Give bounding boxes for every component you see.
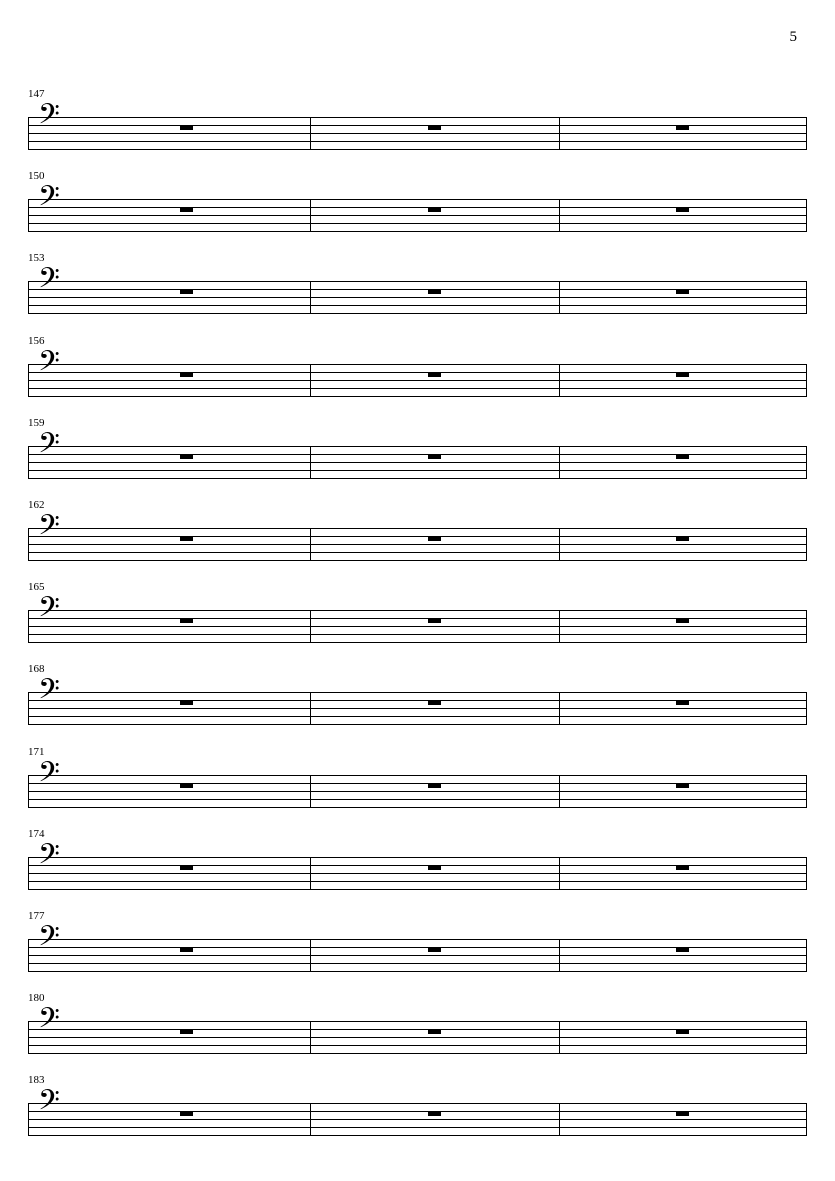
measure-number: 168	[28, 663, 45, 676]
bass-clef-icon: 𝄢	[38, 837, 60, 878]
staff-line	[28, 692, 807, 693]
staff-line	[28, 462, 807, 463]
music-system	[28, 252, 807, 315]
staff	[28, 775, 807, 808]
whole-rest-icon	[428, 207, 441, 212]
whole-rest-icon	[428, 865, 441, 870]
staff-line	[28, 552, 807, 553]
staff-line	[28, 708, 807, 709]
staff-line	[28, 857, 807, 858]
staff	[28, 199, 807, 232]
music-system	[28, 992, 807, 1055]
measure-number: 177	[28, 910, 45, 922]
barline-start	[28, 1103, 29, 1136]
music-system	[28, 416, 807, 480]
barline	[559, 364, 560, 397]
barline-start	[28, 528, 29, 561]
bass-clef-icon: 𝄢	[38, 180, 60, 221]
barline	[310, 364, 311, 397]
whole-rest-icon	[428, 1111, 441, 1116]
whole-rest-icon	[180, 372, 193, 377]
barline	[310, 528, 311, 561]
staff-line	[28, 724, 807, 725]
staff-line	[28, 889, 807, 890]
barline	[310, 446, 311, 479]
staff-line	[28, 807, 807, 808]
staff-line	[28, 223, 807, 224]
staff-line	[28, 1053, 807, 1054]
whole-rest-icon	[180, 1111, 193, 1116]
staff-line	[28, 528, 807, 529]
barline	[559, 281, 560, 314]
staff-line	[28, 1119, 807, 1120]
staff	[28, 857, 807, 890]
whole-rest-icon	[428, 947, 441, 952]
barline-start	[28, 281, 29, 314]
barline-start	[28, 1021, 29, 1054]
staff-line	[28, 133, 807, 134]
whole-rest-icon	[676, 700, 689, 705]
measure-number: 156	[28, 334, 45, 347]
whole-rest-icon	[180, 618, 193, 623]
barline-final	[806, 775, 807, 808]
bass-clef-icon: 𝄢	[38, 591, 60, 632]
barline-final	[806, 692, 807, 725]
staff-line	[28, 947, 807, 948]
barline-final	[806, 281, 807, 314]
barline-final	[806, 610, 807, 643]
whole-rest-icon	[180, 783, 193, 788]
barline-final	[806, 857, 807, 890]
whole-rest-icon	[428, 1029, 441, 1034]
staff-line	[28, 939, 807, 940]
staff-line	[28, 791, 807, 792]
bass-clef-icon: 𝄢	[38, 262, 60, 303]
barline	[310, 775, 311, 808]
staff	[28, 610, 807, 643]
barline	[310, 610, 311, 643]
music-system	[28, 745, 807, 809]
staff	[28, 364, 807, 397]
staff	[28, 528, 807, 561]
staff-line	[28, 207, 807, 208]
whole-rest-icon	[676, 1029, 689, 1034]
barline	[559, 610, 560, 643]
staff	[28, 1103, 807, 1136]
staff-line	[28, 289, 807, 290]
page-number: 5	[789, 29, 797, 45]
bass-clef-icon: 𝄢	[38, 344, 60, 385]
music-system	[28, 170, 807, 233]
barline-start	[28, 199, 29, 232]
music-system	[28, 88, 807, 151]
whole-rest-icon	[180, 454, 193, 459]
staff-line	[28, 380, 807, 381]
measure-number: 159	[28, 416, 45, 429]
staff-line	[28, 313, 807, 314]
staff-line	[28, 1127, 807, 1128]
staff-line	[28, 364, 807, 365]
staff-line	[28, 955, 807, 956]
measure-number: 165	[28, 581, 45, 594]
barline	[559, 199, 560, 232]
barline	[310, 1021, 311, 1054]
measure-number: 171	[28, 745, 45, 758]
whole-rest-icon	[676, 783, 689, 788]
staff-line	[28, 470, 807, 471]
staff-line	[28, 141, 807, 142]
whole-rest-icon	[428, 700, 441, 705]
whole-rest-icon	[180, 700, 193, 705]
barline-start	[28, 939, 29, 972]
whole-rest-icon	[180, 536, 193, 541]
barline	[559, 939, 560, 972]
music-system	[28, 663, 807, 726]
barline-final	[806, 446, 807, 479]
barline	[310, 199, 311, 232]
whole-rest-icon	[428, 372, 441, 377]
staff	[28, 117, 807, 150]
staff-line	[28, 125, 807, 126]
staff-line	[28, 642, 807, 643]
bass-clef-icon: 𝄢	[38, 673, 60, 714]
barline	[310, 281, 311, 314]
staff-line	[28, 305, 807, 306]
whole-rest-icon	[676, 1111, 689, 1116]
staff-line	[28, 783, 807, 784]
bass-clef-icon: 𝄢	[38, 1002, 60, 1043]
barline	[310, 117, 311, 150]
whole-rest-icon	[676, 125, 689, 130]
measure-number: 183	[28, 1074, 45, 1087]
whole-rest-icon	[676, 289, 689, 294]
staff-line	[28, 1103, 807, 1104]
music-system	[28, 581, 807, 644]
staff	[28, 939, 807, 972]
barline	[310, 1103, 311, 1136]
staff-line	[28, 775, 807, 776]
staff-line	[28, 536, 807, 537]
staff-line	[28, 1029, 807, 1030]
measure-number: 162	[28, 499, 45, 511]
staff-line	[28, 149, 807, 150]
whole-rest-icon	[676, 207, 689, 212]
whole-rest-icon	[180, 125, 193, 130]
bass-clef-icon: 𝄢	[38, 509, 60, 549]
staff-line	[28, 1037, 807, 1038]
whole-rest-icon	[676, 865, 689, 870]
barline-start	[28, 775, 29, 808]
staff-line	[28, 117, 807, 118]
bass-clef-icon: 𝄢	[38, 920, 60, 960]
bass-clef-icon: 𝄢	[38, 98, 60, 138]
staff-line	[28, 396, 807, 397]
whole-rest-icon	[428, 618, 441, 623]
staff-line	[28, 1021, 807, 1022]
barline-final	[806, 199, 807, 232]
barline	[559, 857, 560, 890]
staff	[28, 446, 807, 479]
whole-rest-icon	[428, 125, 441, 130]
staff-line	[28, 626, 807, 627]
staff-line	[28, 881, 807, 882]
measure-number: 150	[28, 170, 45, 183]
music-system	[28, 499, 807, 562]
staff-line	[28, 297, 807, 298]
whole-rest-icon	[180, 207, 193, 212]
staff-line	[28, 560, 807, 561]
bass-clef-icon: 𝄢	[38, 426, 60, 467]
staff-line	[28, 716, 807, 717]
staff-line	[28, 231, 807, 232]
staff-line	[28, 873, 807, 874]
whole-rest-icon	[428, 783, 441, 788]
whole-rest-icon	[676, 618, 689, 623]
barline-start	[28, 610, 29, 643]
barline-start	[28, 692, 29, 725]
staff-line	[28, 281, 807, 282]
barline-start	[28, 446, 29, 479]
staff-line	[28, 454, 807, 455]
staff-line	[28, 215, 807, 216]
barline	[559, 692, 560, 725]
barline	[310, 939, 311, 972]
whole-rest-icon	[676, 947, 689, 952]
music-system	[28, 910, 807, 973]
measure-number: 180	[28, 992, 45, 1005]
staff-line	[28, 865, 807, 866]
staff	[28, 281, 807, 314]
barline-final	[806, 1021, 807, 1054]
staff-line	[28, 610, 807, 611]
staff-line	[28, 700, 807, 701]
barline	[310, 857, 311, 890]
barline	[559, 446, 560, 479]
whole-rest-icon	[180, 289, 193, 294]
staff-line	[28, 544, 807, 545]
music-system	[28, 334, 807, 398]
staff-line	[28, 963, 807, 964]
barline	[310, 692, 311, 725]
staff-line	[28, 446, 807, 447]
barline	[559, 117, 560, 150]
barline	[559, 775, 560, 808]
whole-rest-icon	[676, 536, 689, 541]
barline-start	[28, 364, 29, 397]
measure-number: 153	[28, 252, 45, 265]
staff-line	[28, 372, 807, 373]
whole-rest-icon	[428, 536, 441, 541]
whole-rest-icon	[676, 372, 689, 377]
staff-line	[28, 199, 807, 200]
staff-line	[28, 799, 807, 800]
whole-rest-icon	[428, 289, 441, 294]
whole-rest-icon	[180, 865, 193, 870]
whole-rest-icon	[676, 454, 689, 459]
staff-line	[28, 1135, 807, 1136]
barline	[559, 528, 560, 561]
bass-clef-icon: 𝄢	[38, 755, 60, 796]
staff-line	[28, 1045, 807, 1046]
bass-clef-icon: 𝄢	[38, 1084, 60, 1125]
barline-start	[28, 117, 29, 150]
barline-final	[806, 939, 807, 972]
barline-final	[806, 1103, 807, 1136]
measure-number: 147	[28, 88, 45, 100]
barline-final	[806, 528, 807, 561]
barline-final	[806, 364, 807, 397]
staff-line	[28, 388, 807, 389]
staff-line	[28, 634, 807, 635]
barline-final	[806, 117, 807, 150]
barline	[559, 1103, 560, 1136]
music-system	[28, 827, 807, 891]
barline	[559, 1021, 560, 1054]
staff-line	[28, 478, 807, 479]
music-system	[28, 1074, 807, 1137]
whole-rest-icon	[428, 454, 441, 459]
whole-rest-icon	[180, 1029, 193, 1034]
measure-number: 174	[28, 827, 45, 840]
staff	[28, 692, 807, 725]
barline-start	[28, 857, 29, 890]
whole-rest-icon	[180, 947, 193, 952]
staff-line	[28, 971, 807, 972]
staff-line	[28, 1111, 807, 1112]
staff-line	[28, 618, 807, 619]
staff	[28, 1021, 807, 1054]
